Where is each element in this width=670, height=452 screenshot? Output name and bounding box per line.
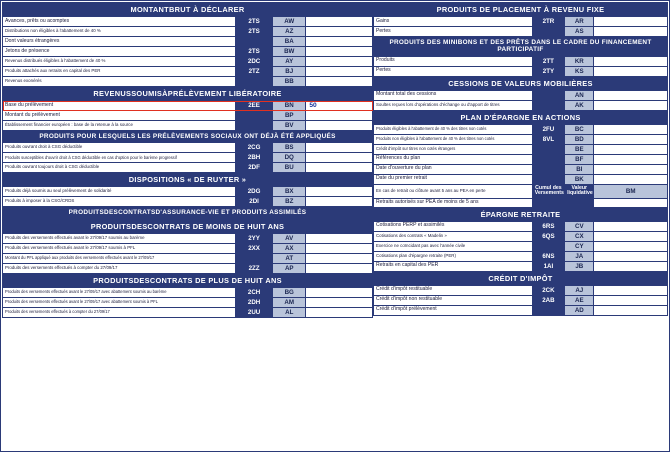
row-box: DQ xyxy=(273,153,306,163)
row-box: BZ xyxy=(273,197,306,207)
section-title-pea: PLAN D'ÉPARGNE EN ACTIONS xyxy=(374,110,668,124)
row-code: 6RS xyxy=(532,221,564,231)
section-title-minibons: PRODUITS DES MINIBONS ET DES PRÊTS DANS LE CADRE DU FINANCEMENT PARTICIPATIF xyxy=(374,37,668,57)
row-box: BC xyxy=(565,124,594,134)
row-box xyxy=(565,199,594,208)
row-label: Produits déjà soumis au seul prélèvement de solidarité xyxy=(3,187,236,197)
row-box: AK xyxy=(565,100,594,110)
row-code xyxy=(532,305,564,315)
table-row xyxy=(374,261,668,271)
row-code xyxy=(532,144,564,154)
section-title-prelevement-liberatoire: REVENUSSOUMISÀPRÉLÈVEMENT LIBÉRATOIRE xyxy=(3,87,373,101)
section-header-row xyxy=(3,87,373,101)
row-value[interactable] xyxy=(306,27,373,37)
section-title-credit-impot: CRÉDIT D'IMPÔT xyxy=(374,271,668,285)
row-label: En cas de retrait ou clôture avant 5 ans au PEA en perte xyxy=(374,184,533,198)
table-row xyxy=(3,233,373,243)
table-row xyxy=(374,154,668,164)
table-row xyxy=(3,187,373,197)
row-label: Produits attachés aux retraits en capital des PER xyxy=(3,67,236,77)
row-box: AL xyxy=(273,307,306,317)
row-value[interactable] xyxy=(594,124,668,134)
row-code xyxy=(236,253,273,263)
row-box: BG xyxy=(273,287,306,297)
table-row xyxy=(3,17,373,27)
row-value[interactable] xyxy=(594,90,668,100)
row-sublabel-valeur-liquidative: Valeur liquidative xyxy=(565,184,594,198)
row-label: Produits des versements effectués avant le 27/09/17 soumis à PFL xyxy=(3,243,236,253)
table-row xyxy=(374,66,668,76)
row-box: BX xyxy=(273,187,306,197)
row-code: 2DF xyxy=(236,163,273,173)
row-value[interactable] xyxy=(594,295,668,305)
row-code: 2ZZ xyxy=(236,263,273,273)
row-value[interactable] xyxy=(306,111,373,121)
table-row xyxy=(374,90,668,100)
row-value[interactable] xyxy=(306,243,373,253)
row-label: Date du premier retrait xyxy=(374,174,533,184)
table-row-highlighted xyxy=(3,101,373,111)
section-title-montant-brut: MONTANTBRUT À DÉCLARER xyxy=(3,3,373,17)
row-label: Gains xyxy=(374,17,533,27)
row-code: 6QS xyxy=(532,231,564,241)
row-value[interactable] xyxy=(594,305,668,315)
row-value[interactable] xyxy=(594,231,668,241)
section-header-row xyxy=(3,219,373,233)
row-value[interactable] xyxy=(306,143,373,153)
section-title-moins-huit-ans: PRODUITSDESCONTRATS DE MOINS DE HUIT ANS xyxy=(3,219,373,233)
section-header-row xyxy=(374,207,668,221)
row-value[interactable] xyxy=(306,121,373,131)
row-box: AD xyxy=(565,305,594,315)
row-label: Crédit d'impôt prélèvement xyxy=(374,305,533,315)
row-label: Produits xyxy=(374,56,533,66)
row-code: 2BH xyxy=(236,153,273,163)
row-value[interactable] xyxy=(306,307,373,317)
row-value[interactable] xyxy=(306,253,373,263)
row-label: Date d'ouverture du plan xyxy=(374,164,533,174)
row-label: Montant total des cessions xyxy=(374,90,533,100)
table-row xyxy=(3,253,373,263)
row-box: BI xyxy=(565,164,594,174)
section-header-row xyxy=(374,37,668,57)
row-box: BV xyxy=(273,121,306,131)
table-row xyxy=(3,243,373,253)
left-table xyxy=(2,2,373,318)
row-box: BS xyxy=(273,143,306,153)
row-label: Produits non éligibles à l'abattement de 40 % des titres non cotés xyxy=(374,134,533,144)
row-value[interactable] xyxy=(306,197,373,207)
row-box: AV xyxy=(273,233,306,243)
row-label: Établissement financier européen : base de la retenue à la source xyxy=(3,121,236,131)
table-row xyxy=(374,164,668,174)
row-value[interactable] xyxy=(306,233,373,243)
row-label: Exercice ne coïncidant pas avec l'année civile xyxy=(374,241,533,251)
row-box: AJ xyxy=(565,285,594,295)
row-code xyxy=(532,241,564,251)
table-row xyxy=(3,47,373,57)
row-label: Montant du PFL appliqué aux produits des versements effectués avant le 27/09/17 xyxy=(3,253,236,263)
row-box: CY xyxy=(565,241,594,251)
section-header-row xyxy=(3,3,373,17)
row-box: BW xyxy=(273,47,306,57)
table-row xyxy=(374,231,668,241)
table-row xyxy=(3,67,373,77)
row-code: 2EE xyxy=(236,101,273,111)
row-label: Produits des versements effectués à compter du 27/09/17 xyxy=(3,263,236,273)
row-value[interactable] xyxy=(594,199,668,208)
row-box: KR xyxy=(565,56,594,66)
table-row xyxy=(3,77,373,87)
table-row xyxy=(3,287,373,297)
row-code: 2TS xyxy=(236,17,273,27)
row-code: 2CK xyxy=(532,285,564,295)
row-code xyxy=(532,199,564,208)
row-value[interactable] xyxy=(594,100,668,110)
row-sublabel-cumul-versements: Cumul des Versements xyxy=(532,184,564,198)
row-value[interactable] xyxy=(306,77,373,87)
row-code: 2DC xyxy=(236,57,273,67)
row-code: 2CH xyxy=(236,287,273,297)
section-title-revenu-fixe: PRODUITS DE PLACEMENT À REVENU FIXE xyxy=(374,3,668,17)
row-code: 2TS xyxy=(236,27,273,37)
row-value[interactable] xyxy=(306,47,373,57)
table-row xyxy=(374,144,668,154)
table-row xyxy=(374,305,668,315)
row-box: AX xyxy=(273,243,306,253)
row-code: 2YY xyxy=(236,233,273,243)
table-row xyxy=(374,184,668,198)
row-label: Dont valeurs étrangères xyxy=(3,37,236,47)
table-row xyxy=(3,27,373,37)
table-row xyxy=(374,241,668,251)
row-box: AR xyxy=(565,17,594,27)
section-title-prelevements-sociaux: PRODUITS POUR LESQUELS LES PRÉLÈVEMENTS SOCIAUX ONT DÉJÀ ÉTÉ APPLIQUÉS xyxy=(3,131,373,143)
section-title-assurance-vie: PRODUITSDESCONTRATSD'ASSURANCE-VIE ET PRODUITS ASSIMILÉS xyxy=(3,207,373,219)
row-value[interactable] xyxy=(594,144,668,154)
right-column xyxy=(373,2,668,450)
row-label: Produits éligibles à l'abattement de 40 % des titres non cotés xyxy=(374,124,533,134)
section-header-row xyxy=(3,173,373,187)
table-row xyxy=(374,134,668,144)
row-box: AN xyxy=(565,90,594,100)
row-value[interactable] xyxy=(306,297,373,307)
row-label: Retraits autorisés sur PEA de moins de 5 ans xyxy=(374,199,533,208)
row-label: Cotisations plan d'épargne retraite (PER) xyxy=(374,251,533,261)
table-row xyxy=(374,56,668,66)
row-value[interactable] xyxy=(594,221,668,231)
row-code xyxy=(532,27,564,37)
row-box: BU xyxy=(273,163,306,173)
row-code: 2TY xyxy=(532,66,564,76)
section-title-cessions: CESSIONS DE VALEURS MOBILIÈRES xyxy=(374,76,668,90)
row-value-base-prelevement[interactable]: 50 xyxy=(306,101,373,111)
row-value[interactable] xyxy=(594,17,668,27)
table-row xyxy=(3,263,373,273)
table-row xyxy=(3,111,373,121)
row-box: AZ xyxy=(273,27,306,37)
table-row xyxy=(374,199,668,208)
row-value[interactable] xyxy=(306,163,373,173)
row-label: Jetons de présence xyxy=(3,47,236,57)
row-box: JA xyxy=(565,251,594,261)
row-code xyxy=(236,121,273,131)
row-value[interactable] xyxy=(594,56,668,66)
row-code: 2DI xyxy=(236,197,273,207)
section-header-row xyxy=(374,76,668,90)
table-row xyxy=(374,124,668,134)
table-row xyxy=(3,121,373,131)
row-label: Références du plan xyxy=(374,154,533,164)
row-code: 2FU xyxy=(532,124,564,134)
row-box: AE xyxy=(565,295,594,305)
row-value[interactable] xyxy=(306,67,373,77)
row-label: Pertes xyxy=(374,27,533,37)
row-label: Produits des versements effectués avant le 27/09/17 avec abattement soumis à PFL xyxy=(3,297,236,307)
row-value[interactable] xyxy=(594,66,668,76)
row-code: 2XX xyxy=(236,243,273,253)
row-label: Montant du prélèvement xyxy=(3,111,236,121)
row-code: 2UU xyxy=(236,307,273,317)
row-box: BP xyxy=(273,111,306,121)
row-box: AY xyxy=(273,57,306,67)
row-value[interactable] xyxy=(306,153,373,163)
table-row xyxy=(3,163,373,173)
table-row xyxy=(374,221,668,231)
row-label: Base du prélèvement xyxy=(3,101,236,111)
table-row xyxy=(3,143,373,153)
table-row xyxy=(374,285,668,295)
row-code: 2AB xyxy=(532,295,564,305)
table-row xyxy=(3,153,373,163)
table-row xyxy=(3,197,373,207)
row-box: CV xyxy=(565,221,594,231)
table-row xyxy=(3,37,373,47)
section-header-row xyxy=(3,273,373,287)
section-header-row xyxy=(3,207,373,219)
table-row xyxy=(3,57,373,67)
row-code: 2CG xyxy=(236,143,273,153)
row-value[interactable] xyxy=(306,57,373,67)
row-code: 2DG xyxy=(236,187,273,197)
row-label: Revenus distribués éligibles à l'abattement de 40 % xyxy=(3,57,236,67)
row-box: BB xyxy=(273,77,306,87)
row-box: BK xyxy=(565,174,594,184)
row-label: Produits des versements effectués avant le 27/09/17 soumis au barème xyxy=(3,233,236,243)
row-label: Soultes reçues lors d'opérations d'échange ou d'apport de titres xyxy=(374,100,533,110)
row-code: 2TT xyxy=(532,56,564,66)
row-label: Cotisations PERP et assimilés xyxy=(374,221,533,231)
section-header-row xyxy=(374,3,668,17)
row-value[interactable] xyxy=(594,241,668,251)
row-value[interactable] xyxy=(594,251,668,261)
row-label: Cotisations des contrats « Madelin » xyxy=(374,231,533,241)
left-column xyxy=(2,2,373,450)
row-label: Retraits en capital des PER xyxy=(374,261,533,271)
row-box: KS xyxy=(565,66,594,76)
row-box: BD xyxy=(565,134,594,144)
row-box: BJ xyxy=(273,67,306,77)
table-row xyxy=(3,297,373,307)
row-value[interactable] xyxy=(306,187,373,197)
row-code: 6NS xyxy=(532,251,564,261)
table-row xyxy=(374,174,668,184)
row-value[interactable] xyxy=(594,261,668,271)
row-code xyxy=(236,37,273,47)
row-box: AS xyxy=(565,27,594,37)
row-value[interactable] xyxy=(594,134,668,144)
section-title-plus-huit-ans: PRODUITSDESCONTRATS DE PLUS DE HUIT ANS xyxy=(3,273,373,287)
row-label: Produits susceptibles d'ouvrir droit à CSG déductible en cas d'option pour le barème progressif xyxy=(3,153,236,163)
row-label: Produits à imposer à la CSG/CRDS xyxy=(3,197,236,207)
section-header-row xyxy=(3,131,373,143)
row-label: Crédit d'impôt sur titres non cotés étrangers xyxy=(374,144,533,154)
row-value[interactable] xyxy=(594,154,668,164)
row-code xyxy=(532,174,564,184)
row-code xyxy=(236,111,273,121)
row-code xyxy=(532,100,564,110)
row-box: BM xyxy=(594,184,668,198)
row-box: AM xyxy=(273,297,306,307)
row-box: CX xyxy=(565,231,594,241)
row-code: 8VL xyxy=(532,134,564,144)
row-code xyxy=(236,77,273,87)
row-value[interactable] xyxy=(594,164,668,174)
table-row xyxy=(374,295,668,305)
row-box: AP xyxy=(273,263,306,273)
row-value[interactable] xyxy=(306,263,373,273)
row-box: BA xyxy=(273,37,306,47)
row-label: Distributions non éligibles à l'abattement de 40 % xyxy=(3,27,236,37)
row-label: Crédit d'impôt non restituable xyxy=(374,295,533,305)
row-code: 2DH xyxy=(236,297,273,307)
row-box: BF xyxy=(565,154,594,164)
section-header-row xyxy=(374,271,668,285)
row-box: JB xyxy=(565,261,594,271)
right-table xyxy=(373,2,668,316)
row-value[interactable] xyxy=(594,27,668,37)
row-value[interactable] xyxy=(306,287,373,297)
row-value[interactable] xyxy=(306,17,373,27)
table-row xyxy=(3,307,373,317)
row-label: Produits des versements effectués à compter du 27/09/17 xyxy=(3,307,236,317)
section-title-de-ruyter: DISPOSITIONS « DE RUYTER » xyxy=(3,173,373,187)
row-label: Produits ouvrant droit à CSG déductible xyxy=(3,143,236,153)
row-box: BN xyxy=(273,101,306,111)
row-value[interactable] xyxy=(594,285,668,295)
row-code: 2TS xyxy=(236,47,273,57)
row-box: AW xyxy=(273,17,306,27)
table-row xyxy=(374,27,668,37)
section-title-epargne-retraite: ÉPARGNE RETRAITE xyxy=(374,207,668,221)
row-code xyxy=(532,90,564,100)
row-label: Avances, prêts ou acomptes xyxy=(3,17,236,27)
row-value[interactable] xyxy=(306,37,373,47)
row-code xyxy=(532,154,564,164)
row-label: Produits des versements effectués avant le 27/09/17 avec abattement soumis au barème xyxy=(3,287,236,297)
row-code xyxy=(532,164,564,174)
row-label: Crédit d'impôt restituable xyxy=(374,285,533,295)
table-row xyxy=(374,100,668,110)
row-label: Produits ouvrant toujours droit à CSG déductible xyxy=(3,163,236,173)
row-box: AT xyxy=(273,253,306,263)
table-row xyxy=(374,17,668,27)
row-box: BE xyxy=(565,144,594,154)
row-label: Revenus exonérés xyxy=(3,77,236,87)
row-label: Pertes xyxy=(374,66,533,76)
row-code: 1AI xyxy=(532,261,564,271)
row-value[interactable] xyxy=(594,174,668,184)
section-header-row xyxy=(374,110,668,124)
table-row xyxy=(374,251,668,261)
row-code: 2TZ xyxy=(236,67,273,77)
row-code: 2TR xyxy=(532,17,564,27)
